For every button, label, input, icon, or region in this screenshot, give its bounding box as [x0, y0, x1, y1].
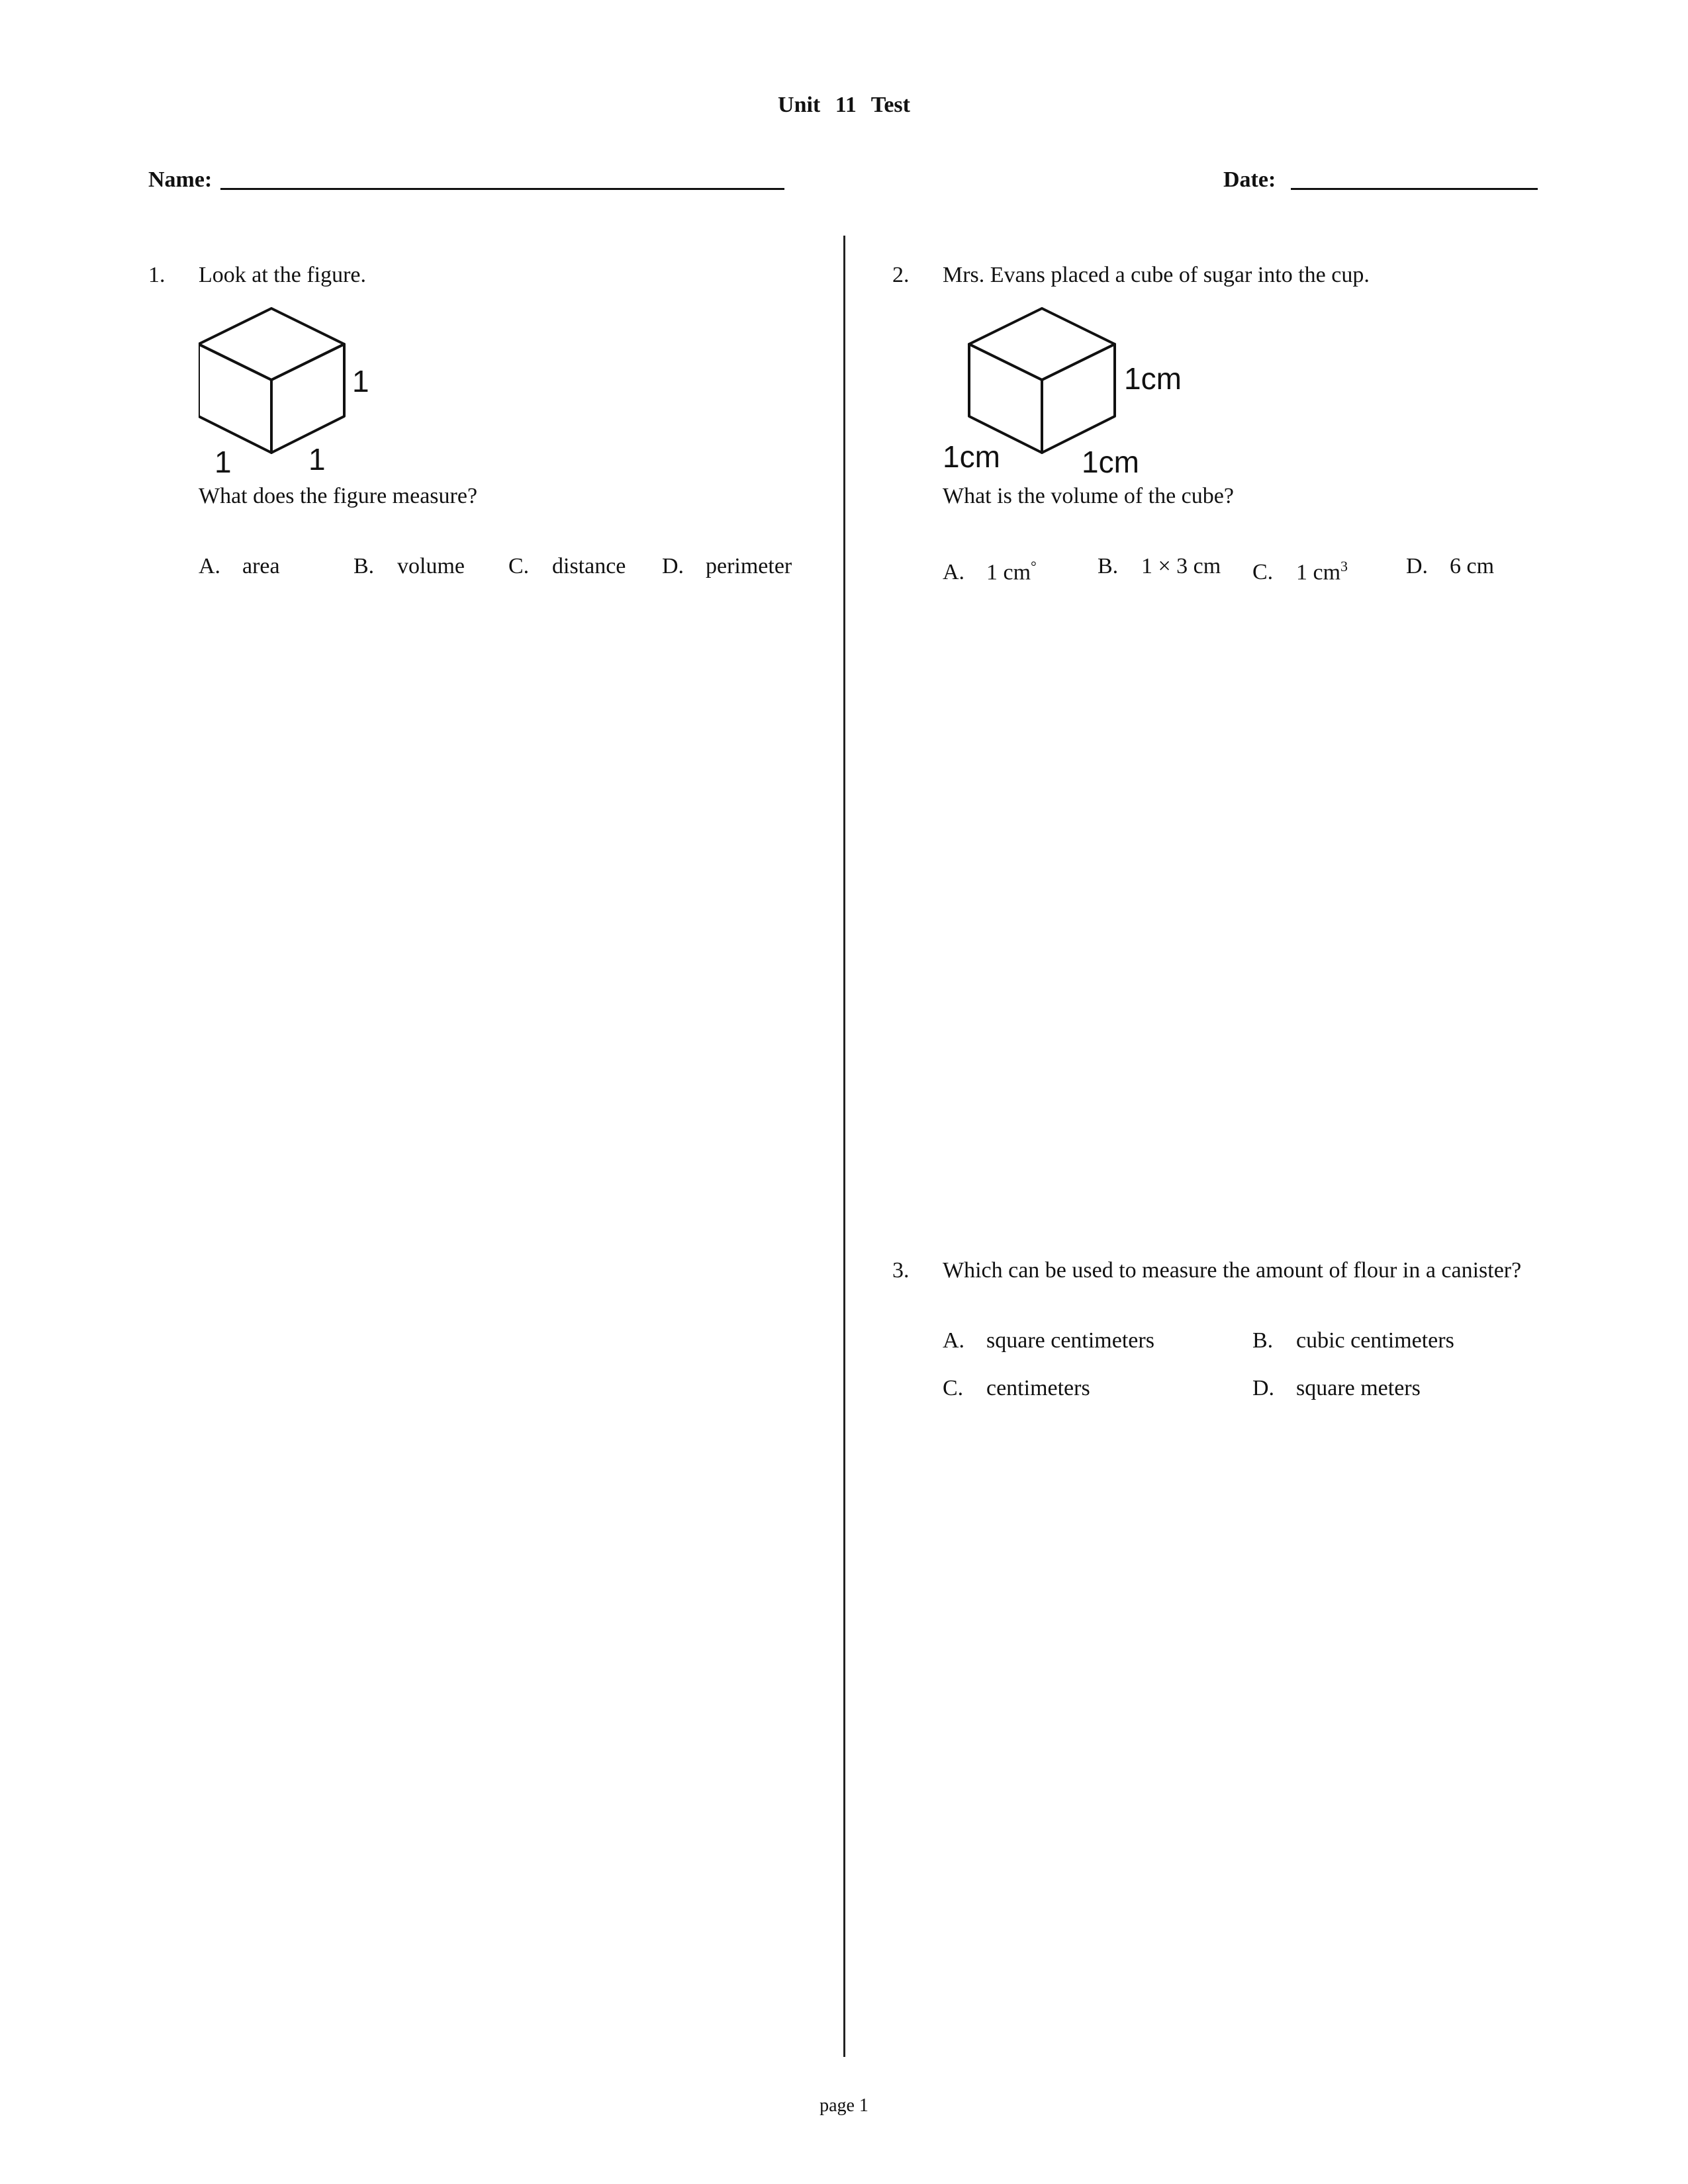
- option-superscript: °: [1031, 558, 1037, 574]
- option-a[interactable]: [199, 553, 280, 580]
- question-number: 3.: [892, 1258, 910, 1283]
- cube-top-face: [969, 308, 1115, 380]
- option-text: 6 cm: [1450, 554, 1495, 578]
- figure-label-left: 1: [214, 445, 232, 479]
- option-a[interactable]: [943, 1328, 1154, 1354]
- figure-label-height: 1: [352, 364, 369, 398]
- option-d[interactable]: [1406, 553, 1494, 580]
- page-title: Unit 11 Test: [778, 93, 910, 117]
- page-number: page 1: [820, 2095, 868, 2116]
- figure-label-height: 1cm: [1124, 361, 1182, 396]
- option-text: 1 × 3 cm: [1141, 554, 1221, 578]
- option-text: volume: [397, 554, 465, 578]
- option-text: square centimeters: [986, 1328, 1154, 1353]
- option-text: 1 cm: [986, 560, 1031, 585]
- option-d[interactable]: [662, 553, 792, 580]
- question-1: [148, 262, 810, 593]
- option-a[interactable]: [943, 553, 1037, 586]
- cube-right-face: [271, 344, 344, 453]
- question-prompt: What does the figure measure?: [199, 484, 478, 508]
- question-text: Which can be used to measure the amount of flour in a canister?: [943, 1258, 1522, 1283]
- date-field[interactable]: [1291, 188, 1538, 190]
- option-b[interactable]: [353, 553, 465, 580]
- cube-left-face: [969, 344, 1042, 453]
- column-divider: [843, 236, 845, 2057]
- option-letter: D.: [1252, 1376, 1275, 1400]
- option-c[interactable]: [1252, 553, 1348, 586]
- question-text: Look at the figure.: [199, 263, 367, 287]
- question-number: 1.: [148, 263, 165, 287]
- option-letter: A.: [199, 554, 221, 578]
- option-letter: B.: [1252, 1328, 1274, 1353]
- option-letter: D.: [662, 554, 684, 578]
- option-text: 1 cm: [1296, 560, 1341, 585]
- option-letter: A.: [943, 1328, 965, 1353]
- option-b[interactable]: [1098, 553, 1221, 580]
- option-letter: B.: [353, 554, 375, 578]
- option-letter: B.: [1098, 554, 1119, 578]
- option-c[interactable]: [508, 553, 626, 580]
- option-d[interactable]: [1252, 1375, 1421, 1402]
- date-label: Date:: [1223, 167, 1276, 192]
- name-field[interactable]: [220, 188, 784, 190]
- option-text: cubic centimeters: [1296, 1328, 1454, 1353]
- option-text: perimeter: [706, 554, 792, 578]
- option-c[interactable]: [943, 1375, 1090, 1402]
- option-text: distance: [552, 554, 626, 578]
- cube-top-face: [199, 308, 344, 380]
- option-letter: A.: [943, 560, 965, 585]
- question-number: 2.: [892, 263, 910, 287]
- figure-label-right: 1: [308, 442, 326, 477]
- option-letter: C.: [943, 1376, 964, 1400]
- option-text: square meters: [1296, 1376, 1421, 1400]
- name-label: Name:: [148, 167, 212, 192]
- cube-right-face: [1042, 344, 1115, 453]
- option-text: centimeters: [986, 1376, 1090, 1400]
- option-b[interactable]: [1252, 1328, 1454, 1354]
- figure-label-left: 1cm: [943, 439, 1000, 474]
- question-prompt: What is the volume of the cube?: [943, 484, 1234, 508]
- option-text: area: [242, 554, 280, 578]
- option-superscript: 3: [1340, 558, 1348, 574]
- question-2: [892, 262, 1554, 593]
- cube-figure: [199, 307, 371, 479]
- cube-left-face: [199, 344, 271, 453]
- option-letter: C.: [508, 554, 530, 578]
- sugar-cube-figure: [943, 307, 1207, 479]
- figure-label-right: 1cm: [1082, 445, 1139, 479]
- option-letter: D.: [1406, 554, 1429, 578]
- question-text: Mrs. Evans placed a cube of sugar into the cup.: [943, 263, 1370, 287]
- question-3: [892, 1257, 1554, 1416]
- option-letter: C.: [1252, 560, 1274, 585]
